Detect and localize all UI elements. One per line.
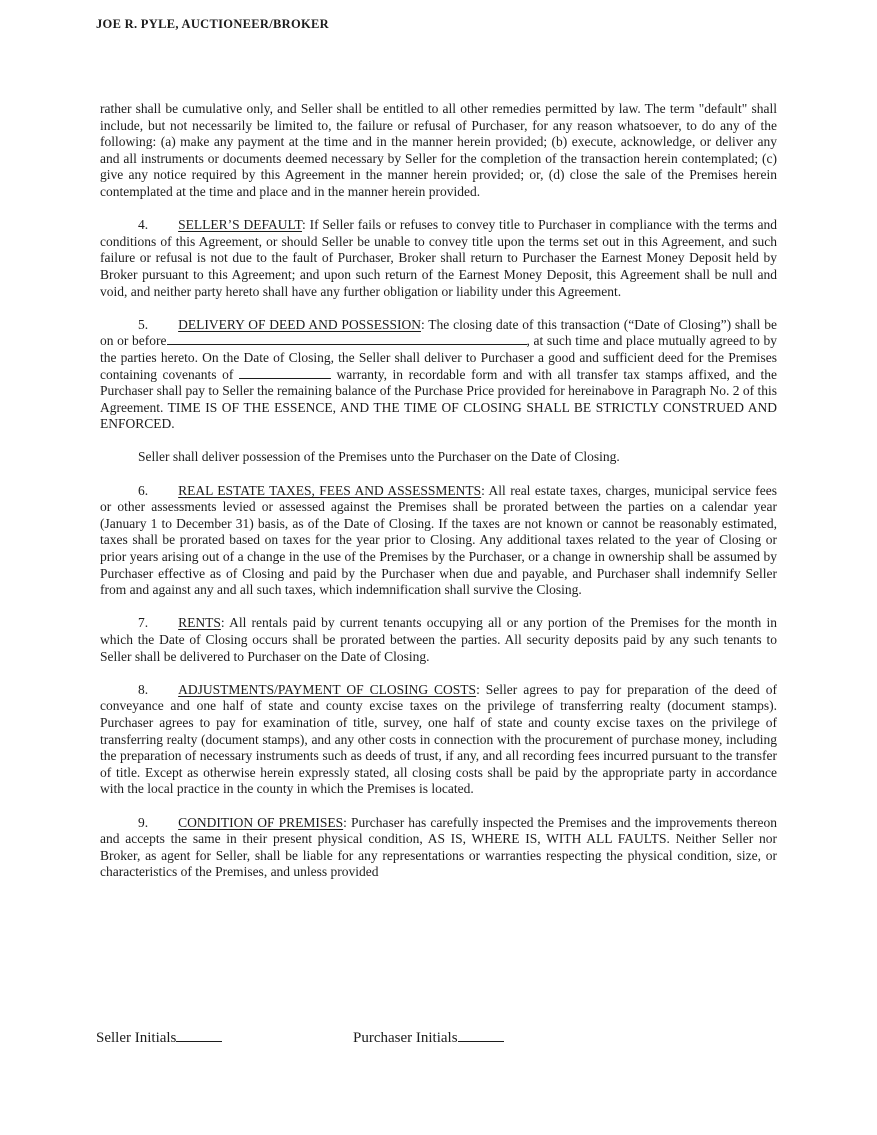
paragraph-6-real-estate-taxes-fees-assessments — [100, 483, 777, 599]
section-heading: SELLER’S DEFAULT — [178, 217, 303, 233]
body-text: : The closing date of this transaction (“Date of Closing”) shall be on or before — [100, 316, 777, 349]
paragraph-number: 9. — [138, 814, 149, 830]
body-text: warranty, in recordable form and with all transfer tax stamps affixed, and the Purchaser shall pay to Seller the remaining balance of the Purchase Price provided for hereinabove in Paragraph No. 2 of this Agreement. TIME IS OF THE ESSENCE, AND THE TIME OF CLOSING SHALL BE STRICTLY CONSTRUED AND ENFORCED. — [100, 366, 777, 432]
document-header-title: JOE R. PYLE, AUCTIONEER/BROKER — [96, 17, 329, 31]
body-text: : All real estate taxes, charges, municipal service fees or other assessments levied or assessed against the Premises shall be prorated between the parties on a calendar year (January 1 to December 31) basis, as of the Date of Closing. If the taxes are not known or cannot be reasonably estimated, taxes shall be prorated based on taxes for the year prior to Closing. Any additional taxes related to the year of Closing or prior years arising out of a change in the use of the Premises by the Purchaser, or a change in ownership shall be assumed by Purchaser effective as of Closing and paid by the Purchaser when due and payable, and Purchaser shall indemnify Seller from and against any and all such taxes, which indemnification shall survive the Closing. — [100, 482, 777, 598]
paragraph-9-condition-of-premises — [100, 815, 777, 881]
seller-initials-label: Seller Initials — [96, 1030, 177, 1046]
body-text: , at such time and place mutually agreed to by the parties hereto. On the Date of Closing, the Seller shall deliver to Purchaser a good and sufficient deed for the Premises containing covenants of — [100, 333, 777, 382]
paragraph-default-remedies-continuation — [100, 101, 777, 201]
paragraph-number: 7. — [138, 615, 149, 631]
document-body — [100, 101, 777, 881]
paragraph-number: 4. — [138, 217, 149, 233]
section-heading: CONDITION OF PREMISES — [178, 814, 344, 830]
paragraph-number: 8. — [138, 681, 149, 697]
seller-initials-blank[interactable] — [176, 1029, 222, 1042]
paragraph-5-delivery-of-deed-and-possession — [100, 317, 777, 433]
date-of-closing-blank[interactable] — [167, 333, 527, 345]
body-text: : All rentals paid by current tenants occupying all or any portion of the Premises for the month in which the Date of Closing occurs shall be prorated between the parties. All security deposits paid by any such tenants to Seller shall be delivered to Purchaser on the Date of Closing. — [100, 615, 777, 664]
body-text: : Seller agrees to pay for preparation of the deed of conveyance and one half of state and county excise taxes on the privilege of transferring realty (document stamps). Purchaser agrees to pay for examination of title, survey, one half of state and county excise taxes on the privilege of transferring realty (document stamps), and any other costs in connection with the procurement of purchase money, including the preparation of necessary instruments such as deeds of trust, if any, and all recording fees incurred pursuant to the transfer of title. Except as otherwise herein expressly stated, all closing costs shall be paid by the appropriate party in accordance with the local practice in the county in which the Premises is located. — [100, 681, 777, 797]
purchaser-initials-group — [353, 1029, 504, 1047]
paragraph-4-sellers-default — [100, 217, 777, 300]
paragraph-possession-statement — [100, 449, 777, 466]
body-text: : If Seller fails or refuses to convey title to Purchaser in compliance with the terms and conditions of this Agreement, or should Seller be unable to convey title upon the terms set out in this Agreement, and such failure or refusal is not due to the fault of Purchaser, Broker shall return to Purchaser the Earnest Money Deposit held by Broker pursuant to this Agreement; and upon such return of the Earnest Money Deposit, this Agreement shall be null and void, and neither party hereto shall have any further obligation or liability under this Agreement. — [100, 217, 777, 299]
warranty-type-blank[interactable] — [239, 367, 331, 379]
body-text: : Purchaser has carefully inspected the Premises and the improvements thereon and accepts the same in their present physical condition, AS IS, WHERE IS, WITH ALL FAULTS. Neither Seller nor Broker, as agent for Seller, shall be liable for any representations or warranties respecting the physical condition, size, or characteristics of the Premises, and unless provided — [100, 814, 777, 880]
paragraph-number: 5. — [138, 316, 149, 332]
section-heading: DELIVERY OF DEED AND POSSESSION — [178, 316, 421, 332]
seller-initials-group — [96, 1029, 222, 1047]
body-text: Seller shall deliver possession of the Premises unto the Purchaser on the Date of Closing. — [138, 449, 620, 465]
paragraph-number: 6. — [138, 482, 149, 498]
paragraph-8-adjustments-payment-of-closing-costs — [100, 682, 777, 798]
paragraph-7-rents — [100, 615, 777, 665]
signature-footer — [96, 1029, 796, 1053]
section-heading: REAL ESTATE TAXES, FEES AND ASSESSMENTS — [178, 482, 482, 498]
section-heading: RENTS — [178, 615, 221, 631]
section-heading: ADJUSTMENTS/PAYMENT OF CLOSING COSTS — [178, 681, 477, 697]
body-text: rather shall be cumulative only, and Seller shall be entitled to all other remedies permitted by law. The term "default" shall include, but not necessarily be limited to, the failure or refusal of Purchaser, for any reason whatsoever, to do any of the following: (a) make any payment at the time and in the manner herein provided; (b) execute, acknowledge, or deliver any and all instruments or documents deemed necessary by Seller for the completion of the transaction herein contemplated; (c) give any notice required by this Agreement in the manner herein provided; or, (d) close the sale of the Premises herein contemplated at the time and place and in the manner herein provided. — [100, 101, 777, 199]
purchaser-initials-label: Purchaser Initials — [353, 1030, 458, 1046]
purchaser-initials-blank[interactable] — [458, 1029, 504, 1042]
